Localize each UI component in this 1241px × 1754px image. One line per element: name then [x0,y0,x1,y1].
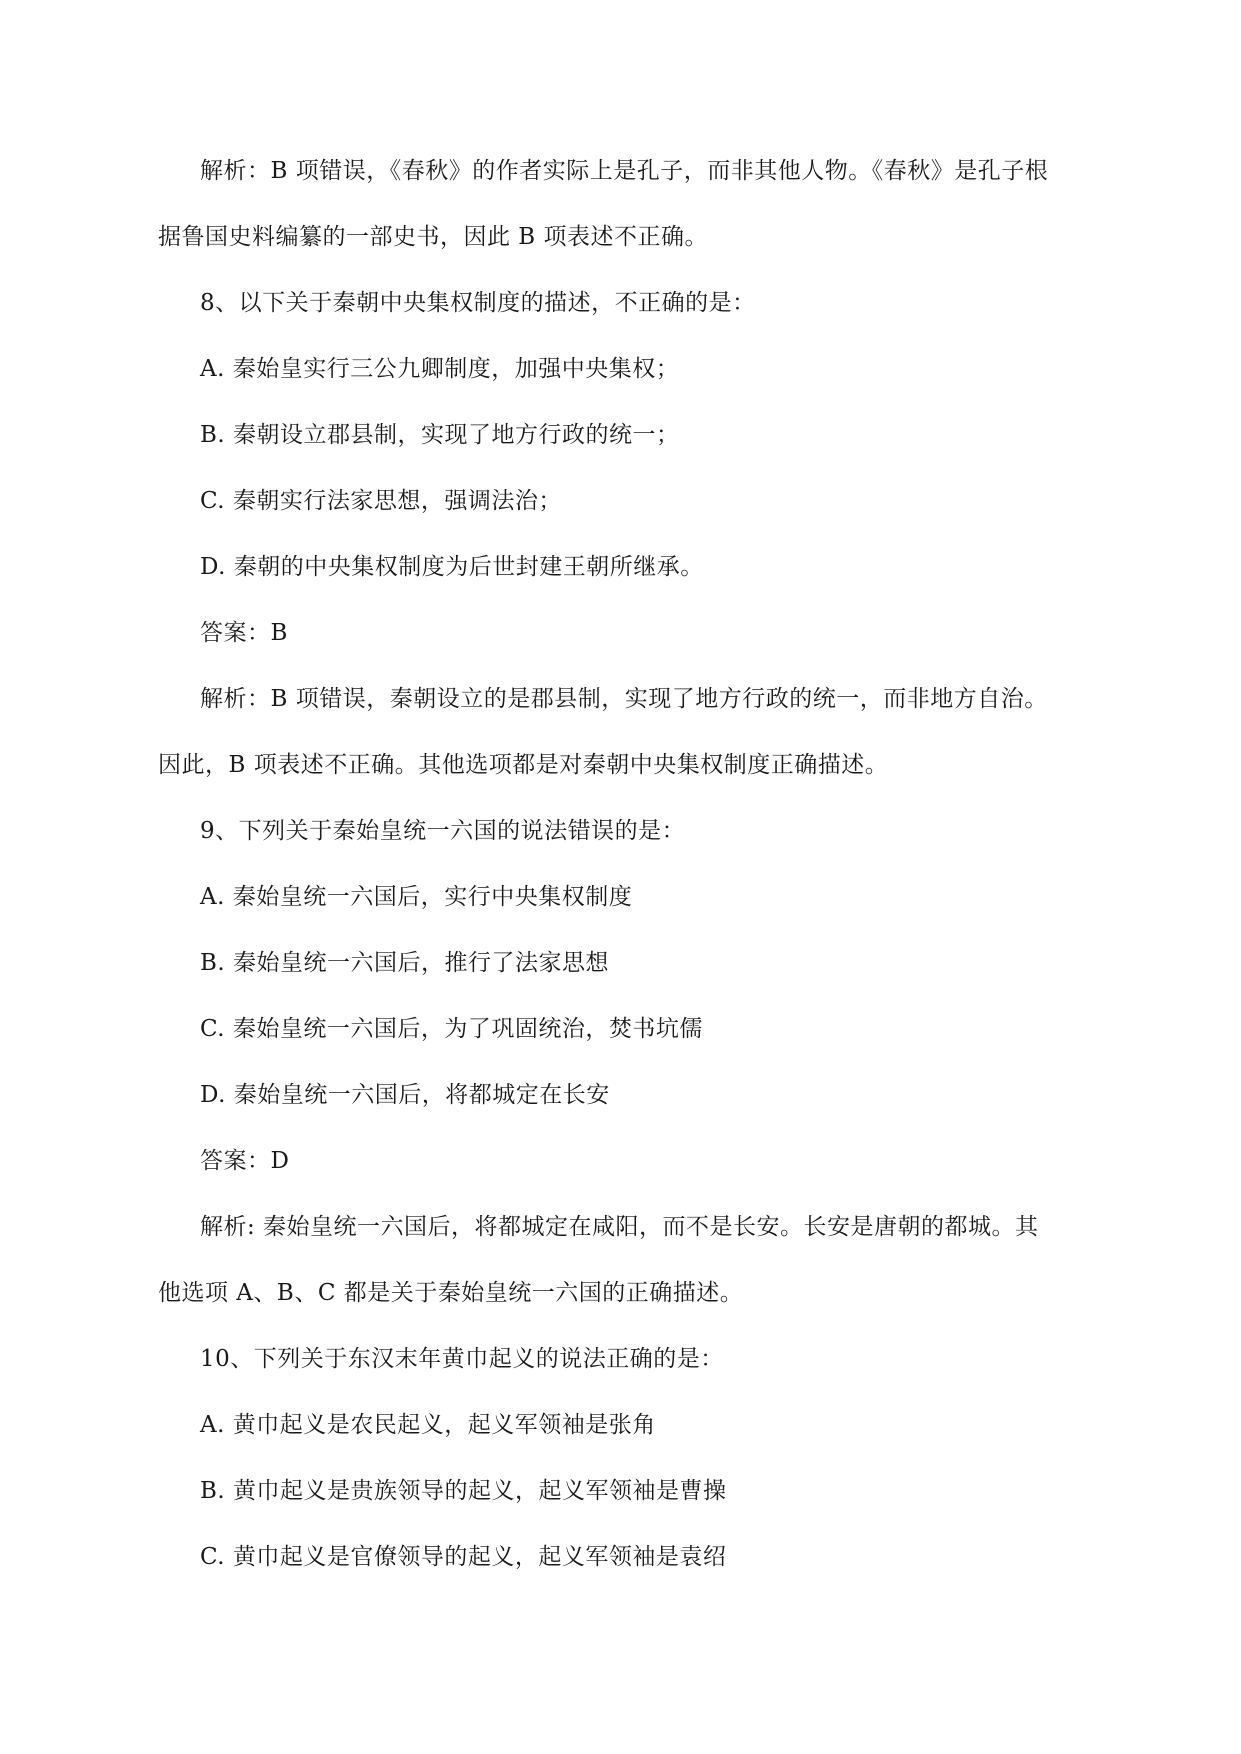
question-10-option-c: C. 黄巾起义是官僚领导的起义，起义军领袖是袁绍 [200,1544,727,1570]
question-9-stem: 9、下列关于秦始皇统一六国的说法错误的是： [200,818,686,844]
analysis-q7-line-2: 据鲁国史料编纂的一部史书，因此 B 项表述不正确。 [158,224,709,250]
question-9-option-d: D. 秦始皇统一六国后，将都城定在长安 [200,1082,610,1108]
question-10-stem: 10、下列关于东汉末年黄巾起义的说法正确的是： [200,1346,724,1372]
question-9-option-c: C. 秦始皇统一六国后，为了巩固统治，焚书坑儒 [200,1016,703,1042]
question-9-answer: 答案：D [200,1148,290,1174]
analysis-q7-line-1: 解析：B 项错误，《春秋》的作者实际上是孔子，而非其他人物。《春秋》是孔子根 [200,158,1049,184]
question-8-option-b: B. 秦朝设立郡县制，实现了地方行政的统一； [200,422,680,448]
document-body [158,138,1088,1590]
question-9-option-b: B. 秦始皇统一六国后，推行了法家思想 [200,950,610,976]
question-10-option-a: A. 黄巾起义是农民起义，起义军领袖是张角 [200,1412,656,1438]
question-9-option-a: A. 秦始皇统一六国后，实行中央集权制度 [200,884,633,910]
analysis-q9-line-1: 解析: 秦始皇统一六国后，将都城定在咸阳，而不是长安。长安是唐朝的都城。其 [200,1214,1039,1240]
analysis-q9-line-2: 他选项 A、B、C 都是关于秦始皇统一六国的正确描述。 [158,1280,744,1306]
question-8-option-c: C. 秦朝实行法家思想，强调法治； [200,488,562,514]
question-8-stem: 8、以下关于秦朝中央集权制度的描述，不正确的是： [200,290,756,316]
question-8-answer: 答案：B [200,620,288,646]
question-8-option-d: D. 秦朝的中央集权制度为后世封建王朝所继承。 [200,554,704,580]
analysis-q8-line-1: 解析：B 项错误，秦朝设立的是郡县制，实现了地方行政的统一，而非地方自治。 [200,686,1048,712]
question-8-option-a: A. 秦始皇实行三公九卿制度，加强中央集权； [200,356,680,382]
analysis-q8-line-2: 因此，B 项表述不正确。其他选项都是对秦朝中央集权制度正确描述。 [158,752,889,778]
question-10-option-b: B. 黄巾起义是贵族领导的起义，起义军领袖是曹操 [200,1478,727,1504]
